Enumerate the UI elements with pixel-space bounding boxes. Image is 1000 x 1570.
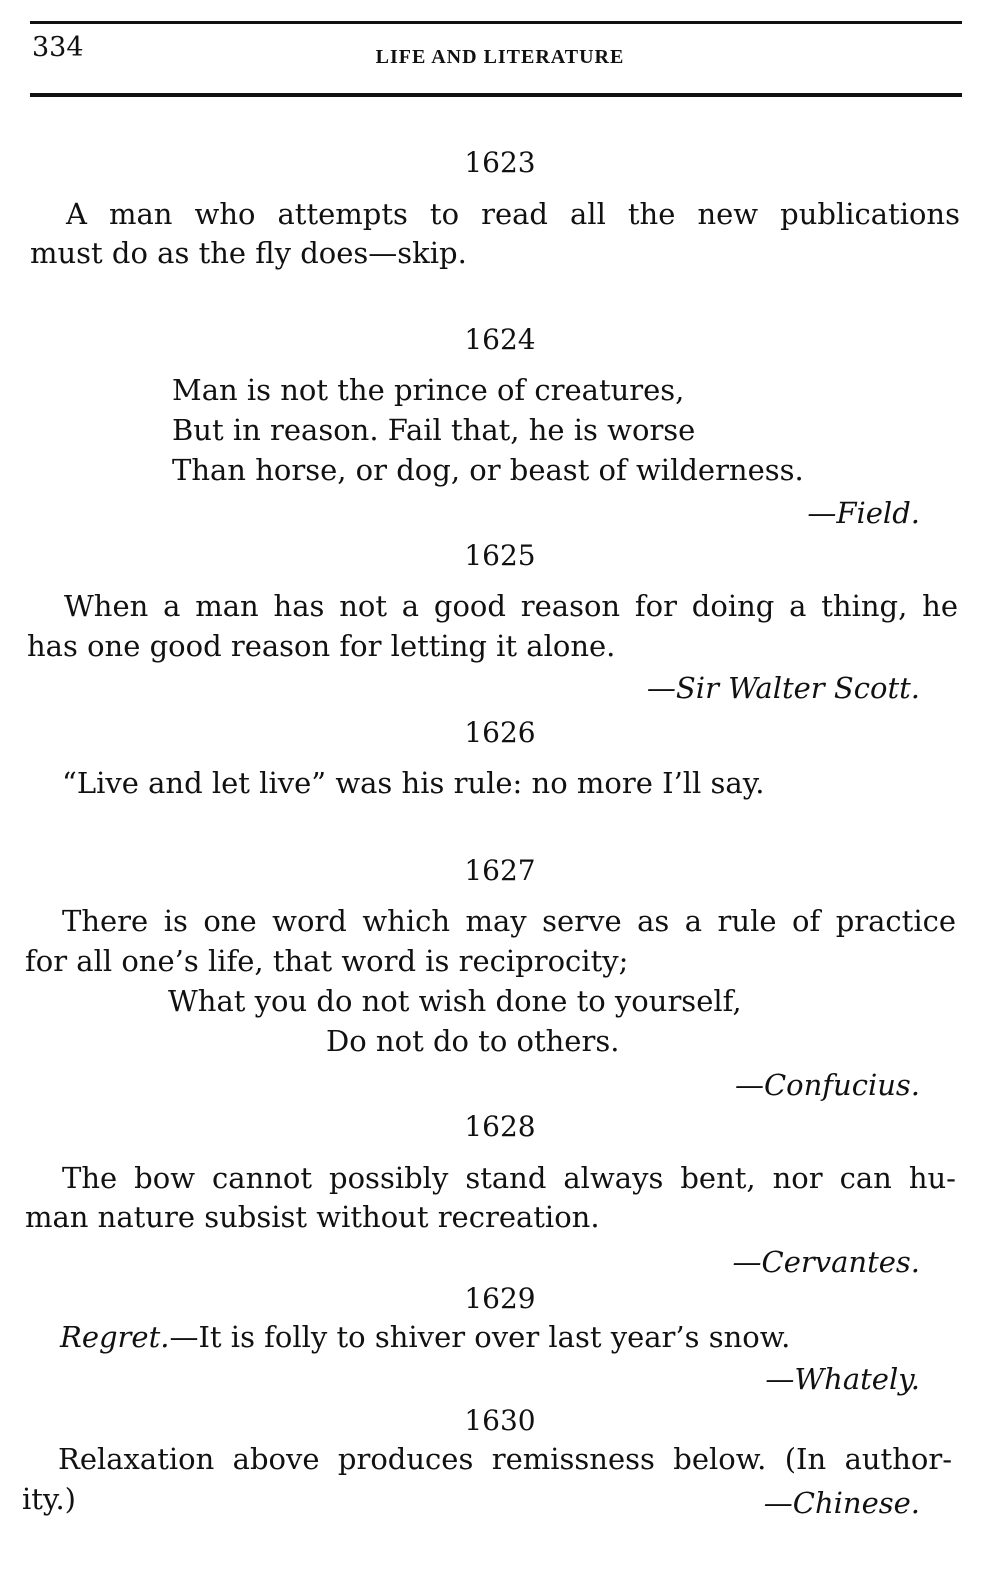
entry-line [60, 1320, 790, 1354]
attribution: —Cervantes. [732, 1245, 920, 1279]
entry-line: A man who attempts to read all the new publications [66, 197, 960, 231]
entry-number: 1629 [464, 1282, 536, 1315]
entry-line: When a man has not a good reason for doing a thing, he [64, 589, 958, 623]
attribution: —Whately. [765, 1362, 920, 1396]
entry-line: man nature subsist without recreation. [25, 1200, 600, 1234]
header-bottom-rule [30, 93, 962, 97]
entry-line: must do as the fly does—skip. [30, 236, 467, 270]
entry-number: 1630 [464, 1404, 536, 1437]
entry-text: —It is folly to shiver over last year’s snow. [169, 1320, 791, 1354]
entry-number: 1627 [464, 854, 536, 887]
verse-line: Man is not the prince of creatures, [172, 373, 685, 407]
header-top-rule [30, 21, 962, 24]
entry-line: for all one’s life, that word is reciprocity; [25, 944, 629, 978]
attribution: —Chinese. [763, 1486, 920, 1520]
entry-line: The bow cannot possibly stand always bent, nor can hu- [62, 1161, 956, 1195]
entry-line: Relaxation above produces remissness below. (In author- [58, 1442, 952, 1476]
entry-line: ity.) [22, 1482, 76, 1516]
verse-line: Do not do to others. [326, 1024, 620, 1058]
entry-number: 1626 [464, 716, 536, 749]
entry-line: “Live and let live” was his rule: no more I’ll say. [62, 766, 765, 800]
verse-line: What you do not wish done to yourself, [168, 984, 742, 1018]
page-number: 334 [32, 32, 84, 63]
entry-number: 1628 [464, 1110, 536, 1143]
entry-line: has one good reason for letting it alone. [27, 629, 616, 663]
running-head: LIFE AND LITERATURE [375, 46, 625, 68]
entry-line: There is one word which may serve as a rule of practice [62, 904, 956, 938]
entry-number: 1623 [464, 146, 536, 179]
attribution: —Field. [807, 496, 920, 530]
attribution: —Sir Walter Scott. [646, 671, 920, 705]
entry-number: 1624 [464, 323, 536, 356]
verse-line: Than horse, or dog, or beast of wilderness. [172, 453, 804, 487]
entry-number: 1625 [464, 539, 536, 572]
entry-lead: Regret. [60, 1320, 170, 1354]
verse-line: But in reason. Fail that, he is worse [172, 413, 696, 447]
attribution: —Confucius. [734, 1068, 920, 1102]
